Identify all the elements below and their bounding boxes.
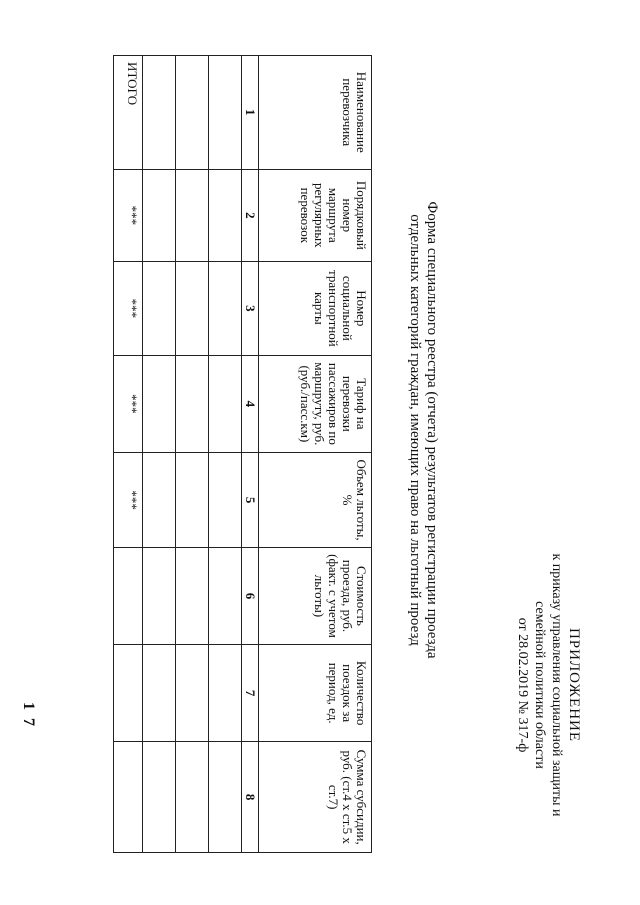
column-number: 4 xyxy=(242,355,259,453)
header-trip-count: Количество поездок за период, ед. xyxy=(259,644,372,741)
header-benefit-volume: Объем льготы, % xyxy=(259,453,372,548)
appendix-block xyxy=(514,520,582,850)
table-cell xyxy=(209,644,242,741)
table-cell xyxy=(143,742,176,853)
form-title xyxy=(406,150,440,710)
table-cell xyxy=(209,355,242,453)
appendix-line-1: к приказу управления социальной защиты и xyxy=(549,553,564,817)
form-title-line-1: Форма специального реестра (отчета) результатов регистрации проезда xyxy=(424,201,440,659)
header-row xyxy=(259,56,372,853)
header-fare-cost: Стоимость проезда, руб. (факт. с учетом льготы) xyxy=(259,548,372,645)
table-row xyxy=(176,56,209,853)
total-cell xyxy=(114,644,143,741)
table-cell xyxy=(176,262,209,356)
header-card-number: Номер социальной транспортной карты xyxy=(259,262,372,356)
table-cell xyxy=(176,56,209,170)
table-cell xyxy=(176,169,209,262)
column-number: 2 xyxy=(242,169,259,262)
total-cell: *** xyxy=(114,355,143,453)
total-cell: *** xyxy=(114,262,143,356)
table-cell xyxy=(143,262,176,356)
form-title-line-2: отдельных категорий граждан, имеющих право на льготный проезд xyxy=(407,214,423,646)
header-tariff: Тариф на перевозки пассажиров по маршруту, руб. (руб./пасс.км) xyxy=(259,355,372,453)
registry-table xyxy=(113,55,372,853)
table-cell xyxy=(209,453,242,548)
table-cell xyxy=(209,169,242,262)
total-row xyxy=(114,56,143,853)
table-cell xyxy=(143,548,176,645)
table-cell xyxy=(143,355,176,453)
table-cell xyxy=(209,56,242,170)
table-cell xyxy=(143,453,176,548)
table-cell xyxy=(176,453,209,548)
total-cell: *** xyxy=(114,169,143,262)
table-cell xyxy=(209,262,242,356)
column-number: 7 xyxy=(242,644,259,741)
table-cell xyxy=(143,169,176,262)
total-cell xyxy=(114,742,143,853)
table-cell xyxy=(176,355,209,453)
table-cell xyxy=(176,548,209,645)
header-carrier-name: Наименование перевозчика xyxy=(259,56,372,170)
table-cell xyxy=(209,548,242,645)
header-route-number: Порядковый номер маршрута регулярных перевозок xyxy=(259,169,372,262)
appendix-line-3: от 28.02.2019 № 317-ф xyxy=(515,617,530,753)
column-number: 1 xyxy=(242,56,259,170)
table-row xyxy=(209,56,242,853)
table-row xyxy=(143,56,176,853)
column-number-row xyxy=(242,56,259,853)
total-cell xyxy=(114,548,143,645)
appendix-title: ПРИЛОЖЕНИЕ xyxy=(566,627,582,743)
header-subsidy-sum: Сумма субсидии, руб. (ст.4 х ст.5 х ст.7) xyxy=(259,742,372,853)
page-mark: 1 7 xyxy=(20,702,37,728)
column-number: 3 xyxy=(242,262,259,356)
table-cell xyxy=(176,742,209,853)
appendix-line-2: семейной политики области xyxy=(532,601,547,769)
table-cell xyxy=(209,742,242,853)
total-label: ИТОГО xyxy=(114,56,143,170)
table-cell xyxy=(176,644,209,741)
column-number: 6 xyxy=(242,548,259,645)
table-cell xyxy=(143,56,176,170)
table-cell xyxy=(143,644,176,741)
total-cell: *** xyxy=(114,453,143,548)
column-number: 5 xyxy=(242,453,259,548)
column-number: 8 xyxy=(242,742,259,853)
